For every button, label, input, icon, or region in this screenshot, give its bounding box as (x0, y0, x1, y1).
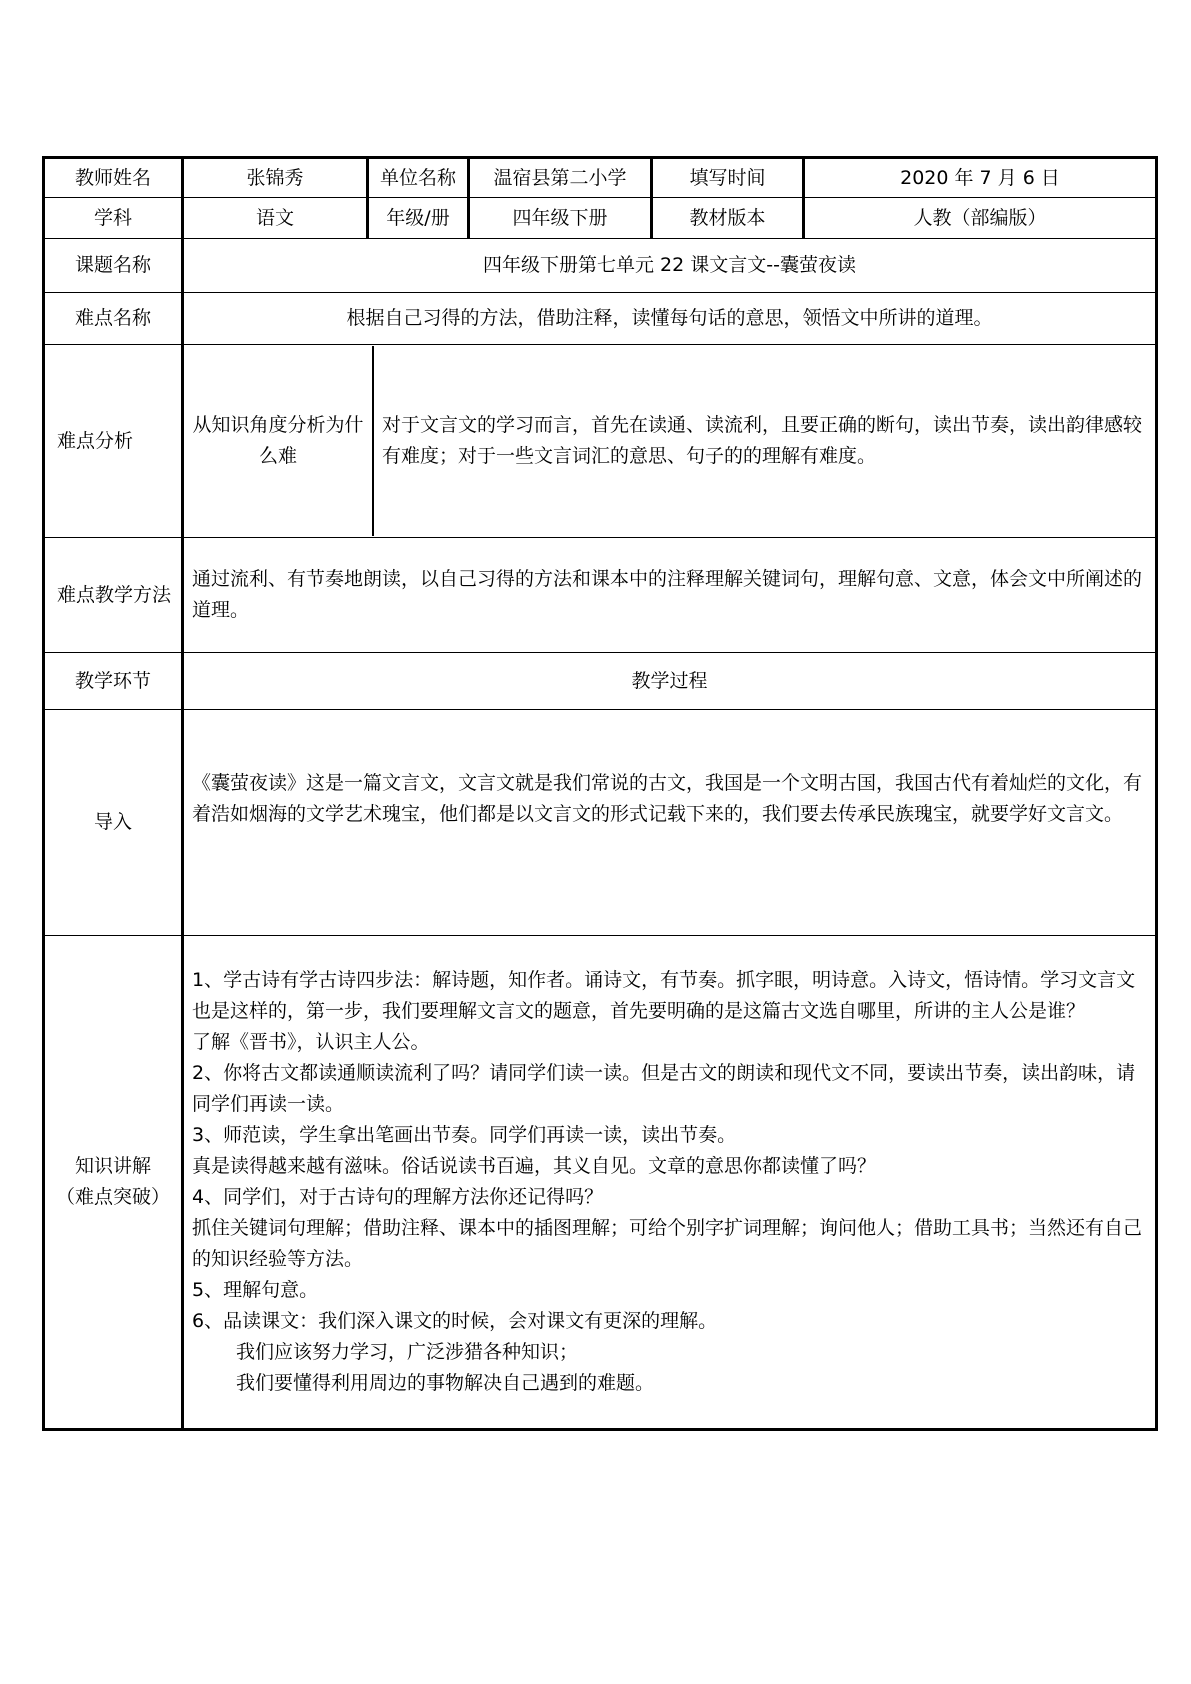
method-value: 通过流利、有节奏地朗读，以自己习得的方法和课本中的注释理解关键词句，理解句意、文意，体会文中所阐述的道理。 (183, 538, 1157, 653)
knowledge-line: 真是读得越来越有滋味。俗话说读书百遍，其义自见。文章的意思你都读懂了吗？ (192, 1155, 877, 1177)
knowledge-line: 1、学古诗有学古诗四步法：解诗题，知作者。诵诗文，有节奏。抓字眼，明诗意。入诗文，悟诗情。学习文言文也是这样的，第一步，我们要理解文言文的题意，首先要明确的是这篇古文选自哪里，所讲的主人公是谁？ (192, 969, 1136, 1022)
difficulty-value: 根据自己习得的方法，借助注释，读懂每句话的意思，领悟文中所讲的道理。 (183, 293, 1157, 345)
process-header: 教学过程 (183, 653, 1157, 710)
analysis-cell (183, 345, 1157, 538)
knowledge-line: 抓住关键词句理解；借助注释、课本中的插图理解；可给个别字扩词理解；询问他人；借助工具书；当然还有自己的知识经验等方法。 (192, 1217, 1143, 1270)
knowledge-line: 了解《晋书》，认识主人公。 (192, 1031, 430, 1053)
knowledge-row (44, 936, 1157, 1430)
intro-value: 《囊萤夜读》这是一篇文言文，文言文就是我们常说的古文，我国是一个文明古国，我国古代有着灿烂的文化，有着浩如烟海的文学艺术瑰宝，他们都是以文言文的形式记载下来的，我们要去传承民族瑰宝，就要学好文言文。 (183, 710, 1157, 936)
topic-row (44, 239, 1157, 293)
difficulty-label: 难点名称 (44, 293, 183, 345)
subject-label: 学科 (44, 198, 183, 239)
unit-name-label: 单位名称 (368, 158, 469, 198)
knowledge-indented-line: 我们应该努力学习，广泛涉猎各种知识； (236, 1341, 579, 1363)
intro-label: 导入 (44, 710, 183, 936)
grade-label: 年级/册 (368, 198, 469, 239)
subject-value: 语文 (183, 198, 368, 239)
process-header-row (44, 653, 1157, 710)
knowledge-line: 6、品读课文：我们深入课文的时候，会对课文有更深的理解。 (192, 1310, 718, 1332)
edition-value: 人教（部编版） (804, 198, 1157, 239)
intro-row (44, 710, 1157, 936)
knowledge-line: 5、理解句意。 (192, 1279, 319, 1301)
knowledge-line: 2、你将古文都读通顺读流利了吗？请同学们读一读。但是古文的朗读和现代文不同，要读出节奏，读出韵味，请同学们再读一读。 (192, 1062, 1136, 1115)
header-row-2 (44, 198, 1157, 239)
method-row (44, 538, 1157, 653)
difficulty-row (44, 293, 1157, 345)
topic-value: 四年级下册第七单元 22 课文言文--囊萤夜读 (183, 239, 1157, 293)
knowledge-label-line2: （难点突破） (55, 1186, 170, 1208)
stage-header: 教学环节 (44, 653, 183, 710)
analysis-inner-table (184, 346, 1155, 536)
analysis-sub-label: 从知识角度分析为什么难 (184, 346, 373, 536)
teacher-name-label: 教师姓名 (44, 158, 183, 198)
fill-date-value: 2020 年 7 月 6 日 (804, 158, 1157, 198)
unit-name-value: 温宿县第二小学 (469, 158, 652, 198)
analysis-label: 难点分析 (44, 345, 183, 538)
fill-date-label: 填写时间 (652, 158, 804, 198)
grade-value: 四年级下册 (469, 198, 652, 239)
knowledge-indented-line: 我们要懂得利用周边的事物解决自己遇到的难题。 (236, 1372, 655, 1394)
lesson-plan-table (42, 156, 1158, 1431)
edition-label: 教材版本 (652, 198, 804, 239)
knowledge-line: 4、同学们，对于古诗句的理解方法你还记得吗？ (192, 1186, 604, 1208)
knowledge-line: 3、师范读，学生拿出笔画出节奏。同学们再读一读，读出节奏。 (192, 1124, 737, 1146)
knowledge-label (44, 936, 183, 1430)
analysis-row (44, 345, 1157, 538)
teacher-name-value: 张锦秀 (183, 158, 368, 198)
analysis-value: 对于文言文的学习而言，首先在读通、读流利，且要正确的断句，读出节奏，读出韵律感较有难度；对于一些文言词汇的意思、句子的的理解有难度。 (382, 414, 1143, 467)
topic-label: 课题名称 (44, 239, 183, 293)
method-label: 难点教学方法 (44, 538, 183, 653)
knowledge-content (183, 936, 1157, 1430)
knowledge-label-line1: 知识讲解 (74, 1155, 151, 1177)
header-row-1 (44, 158, 1157, 198)
